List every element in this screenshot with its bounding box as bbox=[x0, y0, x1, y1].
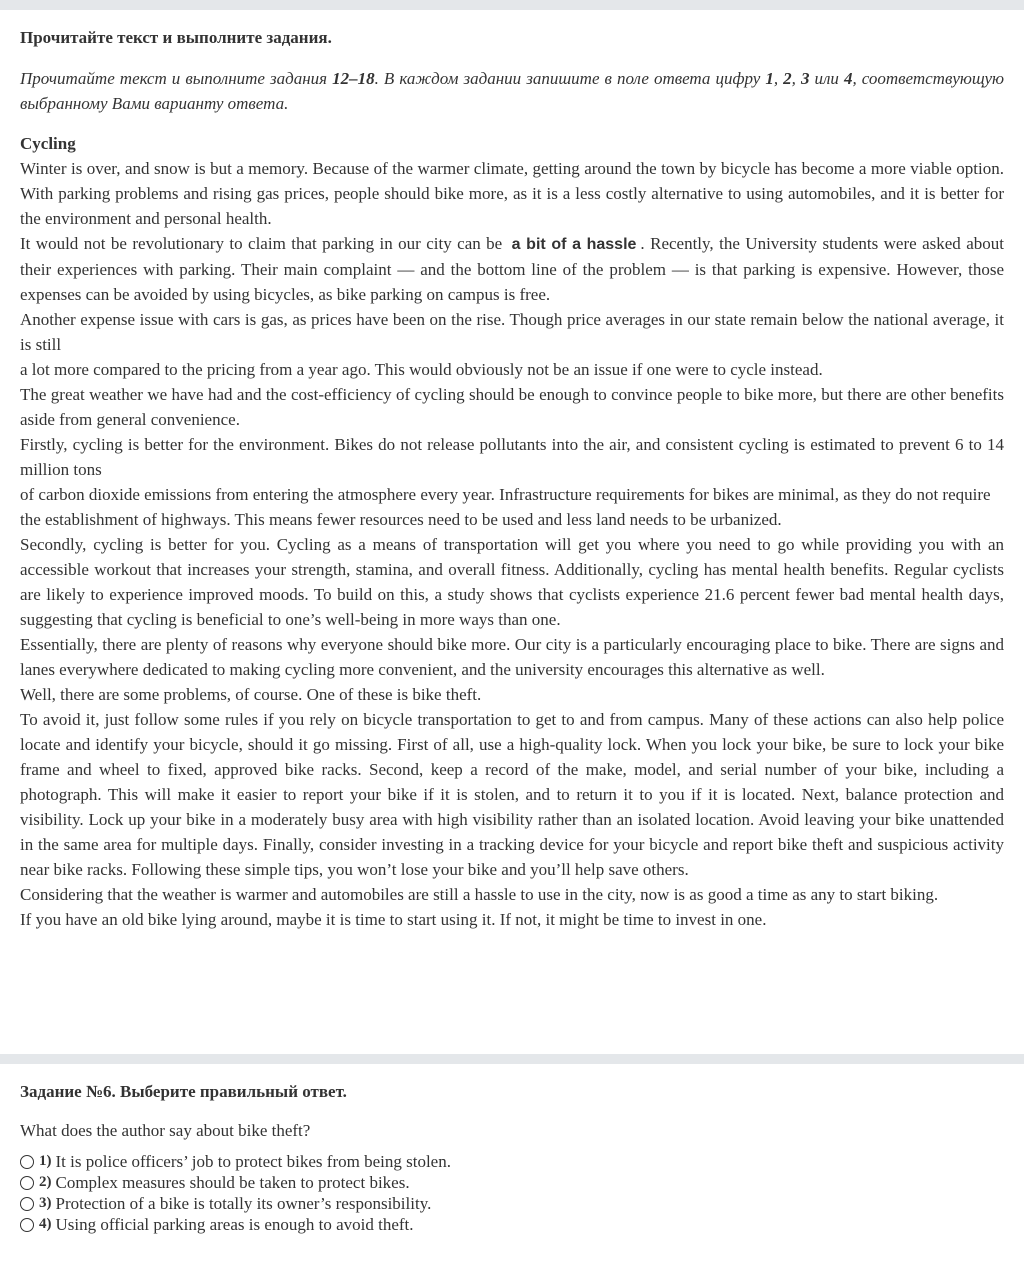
section-divider-bar bbox=[0, 1054, 1024, 1064]
paragraph: Well, there are some problems, of course. One of these is bike theft. bbox=[20, 685, 482, 704]
paragraph: To avoid it, just follow some rules if you rely on bicycle transportation to get to and from campus. Many of these actions can also help police locate and identify your bicycle, should it go missing. First of all, use a high-quality lock. When you lock your bike, be sure to lock your bike frame and wheel to fixed, approved bike racks. Second, keep a record of the make, model, and serial number of your bike, including a photograph. This will make it easier to report your bike if it is stolen, and to return it to you if it is located. Next, balance protection and visibility. Lock up your bike in a moderately busy area with high visibility rather than an isolated location. Avoid leaving your bike unattended in the same area for multiple days. Finally, consider investing in a tracking device for your bicycle and report bike theft and suspicious activity near bike racks. Following these simple tips, you won’t lose your bike and you’ll help save others. bbox=[20, 710, 1004, 879]
question-text: What does the author say about bike theft? bbox=[20, 1121, 311, 1140]
answer-option-2[interactable] bbox=[20, 1172, 1004, 1193]
option-text: It is police officers’ job to protect bikes from being stolen. bbox=[55, 1151, 451, 1171]
paragraph: a lot more compared to the pricing from a year ago. This would obviously not be an issue if one were to cycle instead. bbox=[20, 360, 823, 379]
reading-block bbox=[20, 27, 1004, 932]
paragraph: of carbon dioxide emissions from entering the atmosphere every year. Infrastructure requirements for bikes are minimal, as they do not require bbox=[20, 485, 991, 504]
radio-button[interactable] bbox=[20, 1176, 34, 1190]
reading-heading: Прочитайте текст и выполните задания. bbox=[20, 28, 332, 47]
answer-option-1[interactable] bbox=[20, 1151, 1004, 1172]
paragraph: If you have an old bike lying around, maybe it is time to start using it. If not, it might be time to invest in one. bbox=[20, 910, 767, 929]
text-title: Cycling bbox=[20, 134, 76, 153]
option-text: Using official parking areas is enough to avoid theft. bbox=[55, 1214, 414, 1234]
radio-button[interactable] bbox=[20, 1155, 34, 1169]
paragraph: Essentially, there are plenty of reasons why everyone should bike more. Our city is a particularly encouraging place to bike. There are signs and lanes everywhere dedicated to making cycling more convenient, and the university encourages this alternative as well. bbox=[20, 635, 1004, 679]
radio-button[interactable] bbox=[20, 1197, 34, 1211]
option-number: 2) bbox=[39, 1174, 52, 1190]
paragraph: It would not be revolutionary to claim that parking in our city can be a bit of a hassle . Recently, the University students were asked about their experiences with parking. Their main complaint — and the bottom line of the problem — is that parking is expensive. However, those expenses can be avoided by using bicycles, as bike parking on campus is free. bbox=[20, 234, 1005, 304]
top-divider-bar bbox=[0, 0, 1024, 10]
paragraph: the establishment of highways. This means fewer resources need to be used and less land needs to be urbanized. bbox=[20, 510, 782, 529]
reading-instruction: Прочитайте текст и выполните задания 12–18. В каждом задании запишите в поле ответа цифру 1, 2, 3 или 4, соответствующую выбранному Вами варианту ответа. bbox=[20, 69, 1005, 113]
option-number: 1) bbox=[39, 1153, 52, 1169]
paragraph: Considering that the weather is warmer and automobiles are still a hassle to use in the city, now is as good a time as any to start biking. bbox=[20, 885, 939, 904]
answer-option-4[interactable] bbox=[20, 1214, 1004, 1235]
paragraph: Secondly, cycling is better for you. Cycling as a means of transportation will get you where you need to go while providing you with an accessible workout that increases your strength, stamina, and overall fitness. Additionally, cycling has mental health benefits. Regular cyclists are likely to experience improved moods. To build on this, a study shows that cyclists experience 21.6 percent fewer bad mental health days, suggesting that cycling is beneficial to one’s well-being in more ways than one. bbox=[20, 535, 1004, 629]
radio-button[interactable] bbox=[20, 1218, 34, 1232]
highlighted-phrase: a bit of a hassle bbox=[511, 236, 637, 253]
option-text: Protection of a bike is totally its owner’s responsibility. bbox=[55, 1193, 432, 1213]
paragraph: Winter is over, and snow is but a memory. Because of the warmer climate, getting around the town by bicycle has become a more viable option. With parking problems and rising gas prices, people should bike more, as it is a less costly alternative to using automobiles, and it is better for the environment and personal health. bbox=[20, 159, 1004, 228]
paragraph: Another expense issue with cars is gas, as prices have been on the rise. Though price averages in our state remain below the national average, it is still bbox=[20, 310, 1004, 354]
task-block bbox=[20, 1081, 1004, 1235]
option-number: 3) bbox=[39, 1195, 52, 1211]
task-title: Задание №6. Выберите правильный ответ. bbox=[20, 1082, 347, 1101]
option-number: 4) bbox=[39, 1216, 52, 1232]
answer-option-3[interactable] bbox=[20, 1193, 1004, 1214]
option-text: Complex measures should be taken to protect bikes. bbox=[55, 1172, 410, 1192]
paragraph: The great weather we have had and the cost-efficiency of cycling should be enough to convince people to bike more, but there are other benefits aside from general convenience. bbox=[20, 385, 1004, 429]
paragraph: Firstly, cycling is better for the environment. Bikes do not release pollutants into the air, and consistent cycling is estimated to prevent 6 to 14 million tons bbox=[20, 435, 1004, 479]
answer-options bbox=[20, 1151, 1004, 1235]
